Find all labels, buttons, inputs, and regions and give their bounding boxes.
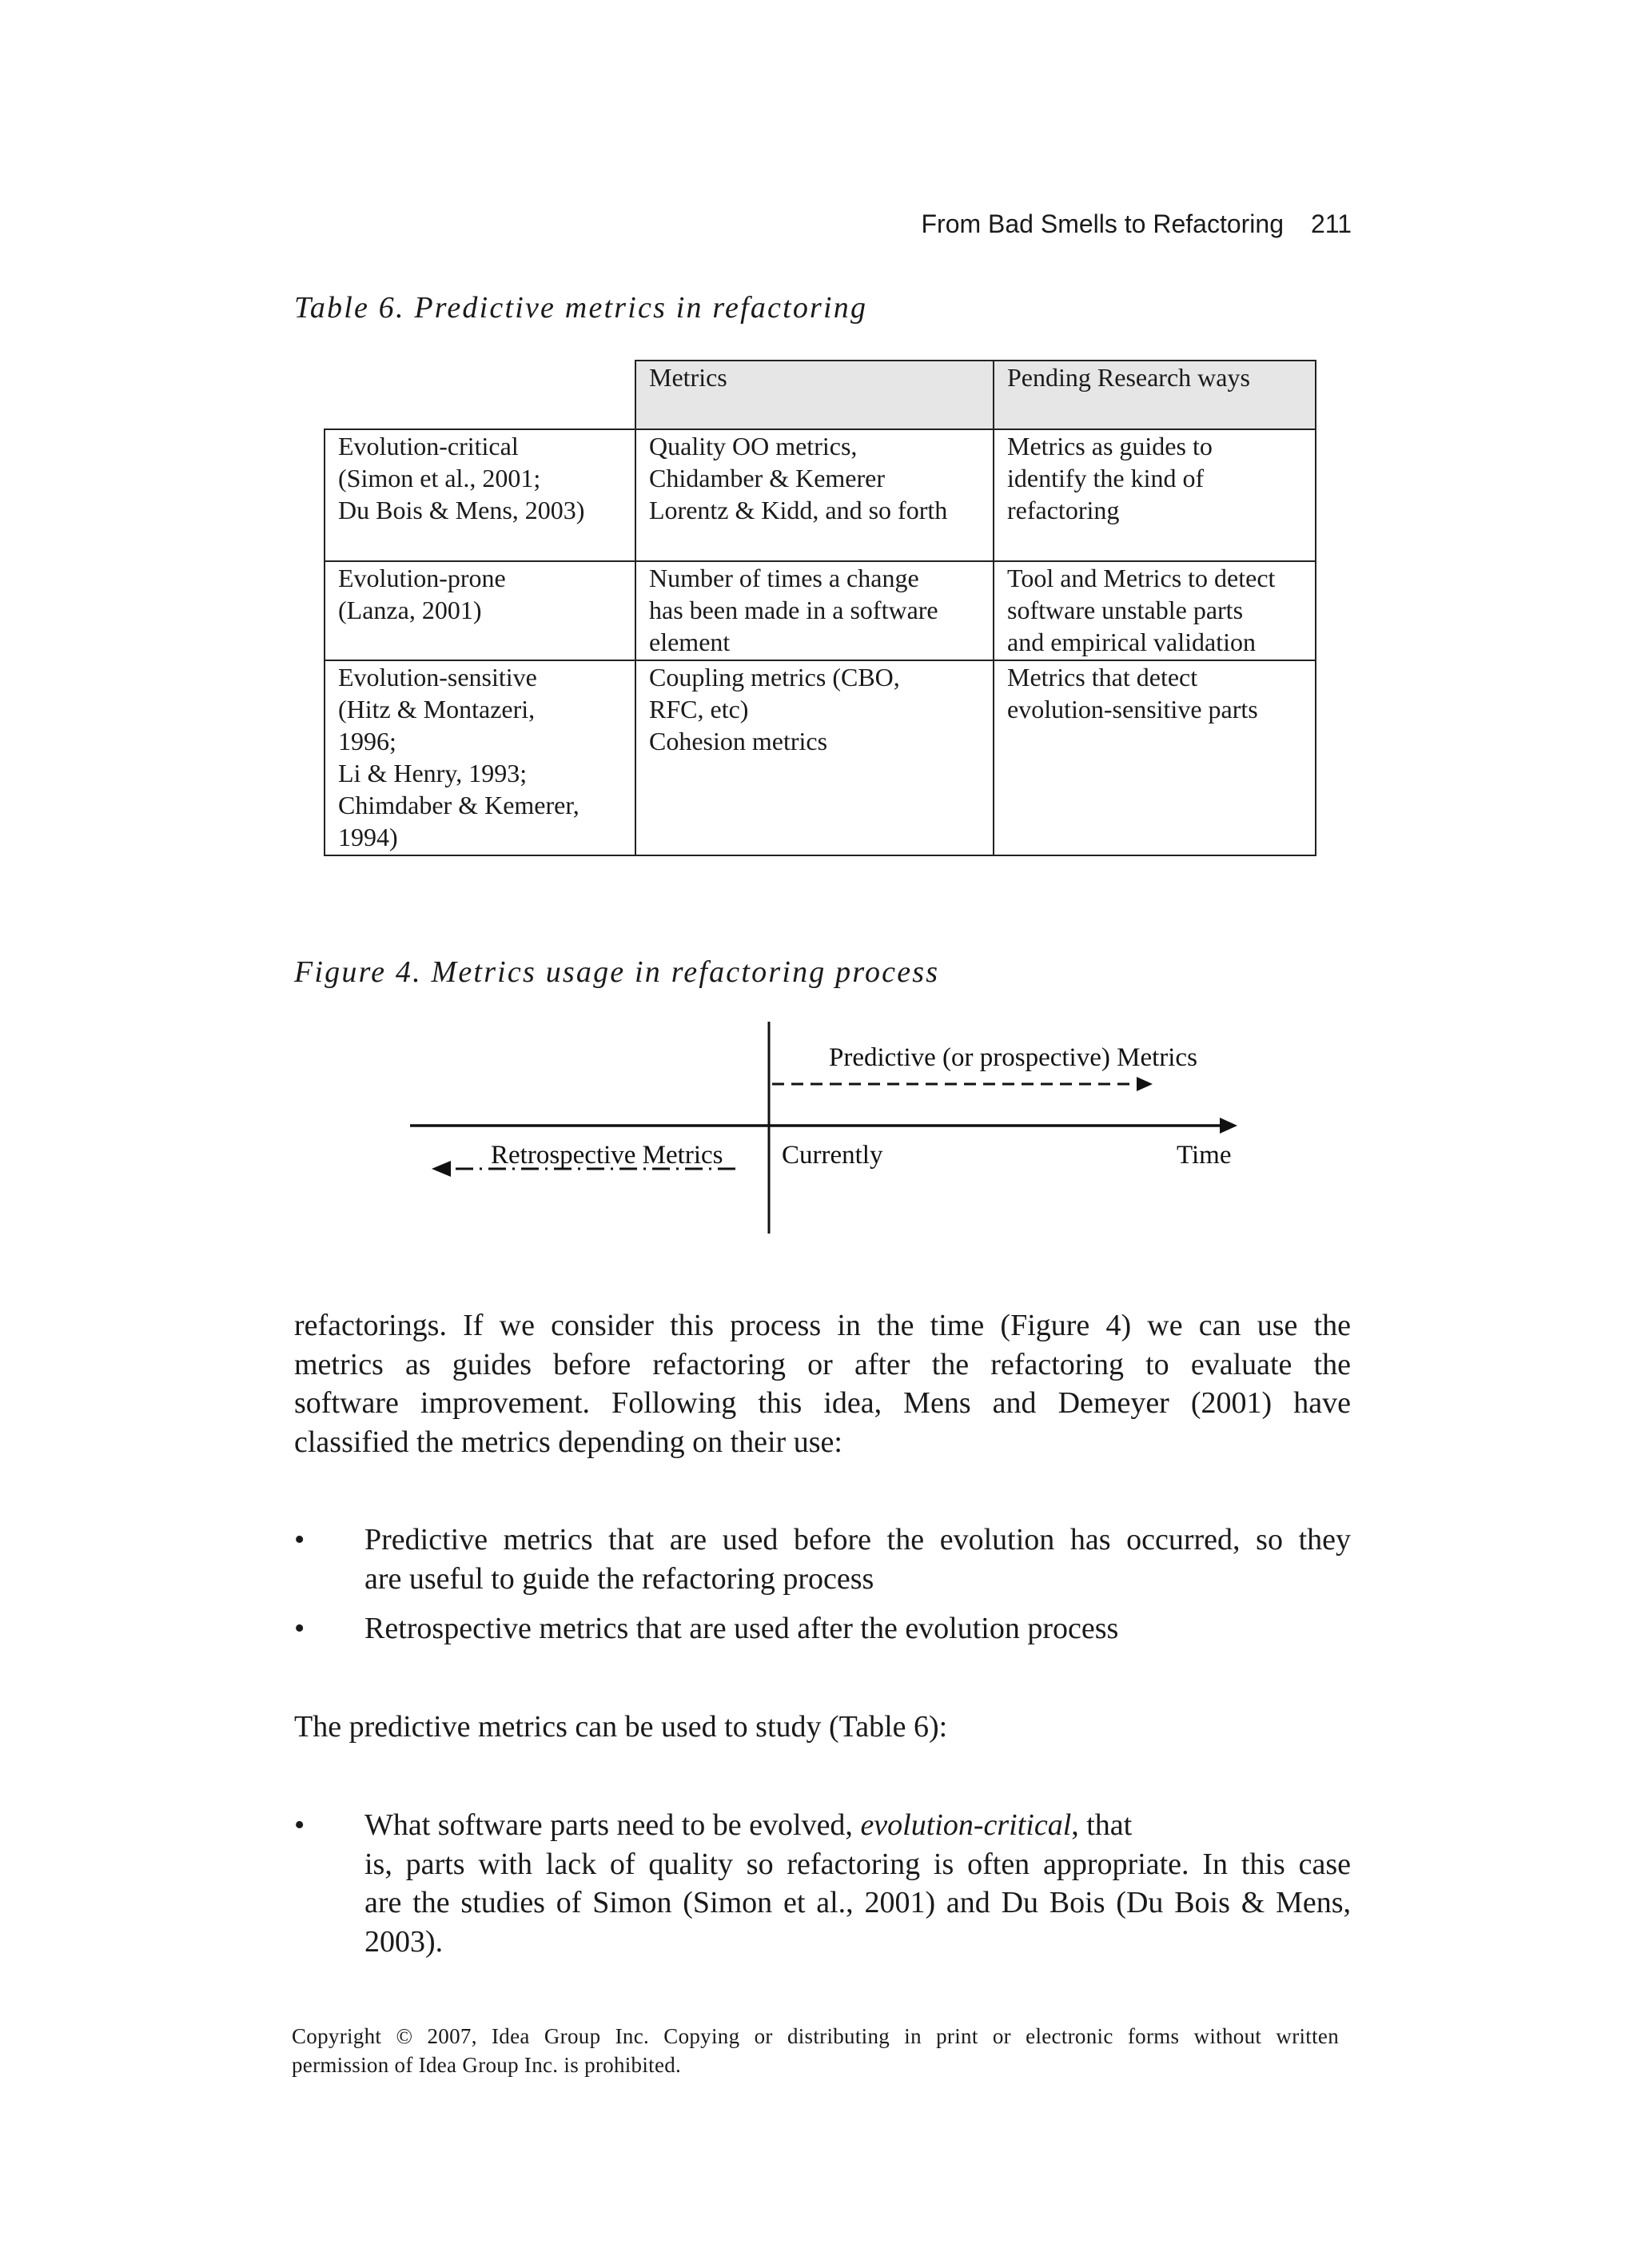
copyright-notice [292, 2022, 1339, 2079]
row-metrics: Coupling metrics (CBO, RFC, etc) Cohesion metrics [635, 660, 994, 855]
bullet-line: Retrospective metrics that are used after the evolution process [364, 1612, 1119, 1645]
bullet-text: What software parts need to be evolved, [364, 1808, 861, 1842]
page-number: 211 [1310, 209, 1352, 238]
row-category: Evolution-critical (Simon et al., 2001; Du Bois & Mens, 2003) [325, 429, 635, 561]
italic-term: evolution-critical [860, 1808, 1072, 1842]
retrospective-label: Retrospective Metrics [491, 1141, 723, 1170]
bullet-dot: • [294, 1612, 305, 1645]
predictive-label: Predictive (or prospective) Metrics [829, 1043, 1197, 1072]
time-axis-arrowhead [1220, 1118, 1237, 1134]
bullet-text: , that [1071, 1808, 1133, 1842]
copyright-line: permission of Idea Group Inc. is prohibited. [292, 2053, 682, 2077]
body-paragraph [294, 1306, 1351, 1461]
bullet-dot: • [294, 1808, 305, 1842]
predictive-arrowhead [1137, 1077, 1153, 1091]
bullet-line [364, 1806, 1351, 1845]
bullet-line: are useful to guide the refactoring process [364, 1561, 874, 1596]
header-pending-research: Pending Research ways [994, 361, 1316, 429]
bullet-line: is, parts with lack of quality so refactoring is often appropriate. In this case [364, 1847, 1351, 1881]
header-metrics: Metrics [635, 361, 994, 429]
bullet-line: Predictive metrics that are used before the evolution has occurred, so they [364, 1523, 1351, 1557]
row-category: Evolution-sensitive (Hitz & Montazeri, 1996; Li & Henry, 1993; Chimdaber & Kemerer, 1994) [325, 660, 635, 855]
body-paragraph: The predictive metrics can be used to study (Table 6): [294, 1710, 948, 1744]
row-metrics: Number of times a change has been made in a software element [635, 561, 994, 660]
row-metrics: Quality OO metrics, Chidamber & Kemerer Lorentz & Kidd, and so forth [635, 429, 994, 561]
time-label: Time [1177, 1141, 1232, 1170]
copyright-line: Copyright © 2007, Idea Group Inc. Copying or distributing in print or electronic forms without written [292, 2024, 1339, 2048]
paragraph-line: classified the metrics depending on their use: [294, 1425, 842, 1459]
currently-label: Currently [782, 1141, 883, 1170]
row-research: Metrics that detect evolution-sensitive parts [994, 660, 1316, 855]
paragraph-line: software improvement. Following this idea, Mens and Demeyer (2001) have [294, 1386, 1351, 1420]
row-research: Tool and Metrics to detect software unstable parts and empirical validation [994, 561, 1316, 660]
row-research: Metrics as guides to identify the kind of refactoring [994, 429, 1316, 561]
retrospective-arrowhead [432, 1161, 451, 1177]
paragraph-line: metrics as guides before refactoring or after the refactoring to evaluate the [294, 1347, 1351, 1381]
bullet-line: 2003). [364, 1924, 444, 1959]
row-category: Evolution-prone (Lanza, 2001) [325, 561, 635, 660]
running-title: From Bad Smells to Refactoring [921, 209, 1284, 238]
bullet-dot: • [294, 1523, 305, 1557]
paragraph-line: refactorings. If we consider this process in the time (Figure 4) we can use the [294, 1309, 1351, 1342]
table-caption: Table 6. Predictive metrics in refactoring [294, 291, 868, 325]
bullet-line: are the studies of Simon (Simon et al., 2001) and Du Bois (Du Bois & Mens, [364, 1886, 1351, 1919]
figure-caption: Figure 4. Metrics usage in refactoring process [294, 955, 940, 989]
